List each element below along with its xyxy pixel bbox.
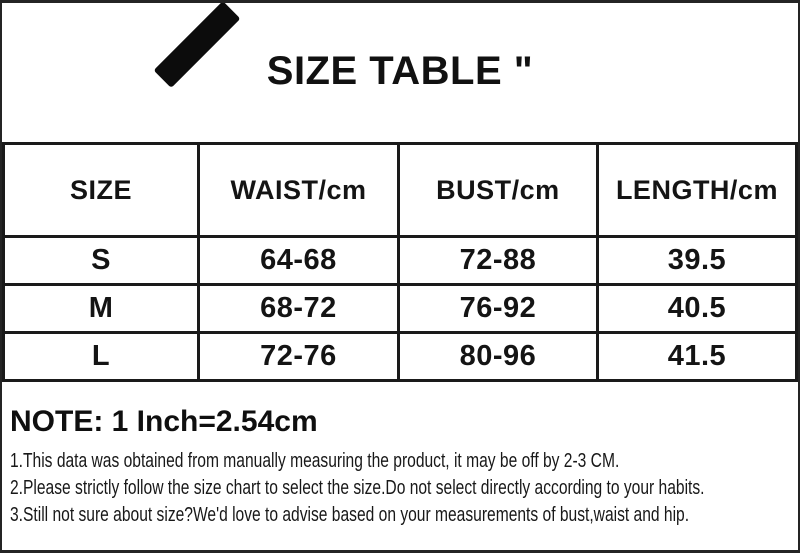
notes-section: [10, 405, 794, 529]
cell-size-s: S: [4, 237, 199, 285]
column-header-waist: WAIST/cm: [199, 144, 399, 237]
cell-size-m: M: [4, 285, 199, 333]
page-title: SIZE TABLE ": [266, 49, 534, 93]
cell-waist-l: 72-76: [199, 333, 399, 381]
size-table: [2, 142, 798, 382]
note-line-2: 2.Please strictly follow the size chart to select the size.Do not select directly according to your habits.: [10, 477, 705, 499]
table-row-size-l: [4, 333, 797, 381]
table-row-size-m: [4, 285, 797, 333]
cell-size-l: L: [4, 333, 199, 381]
cell-waist-s: 64-68: [199, 237, 399, 285]
column-header-bust: BUST/cm: [398, 144, 597, 237]
cell-length-s: 39.5: [597, 237, 796, 285]
note-line-1: 1.This data was obtained from manually measuring the product, it may be off by 2-3 CM.: [10, 450, 620, 472]
cell-length-m: 40.5: [597, 285, 796, 333]
size-table-header-row: [4, 144, 797, 237]
column-header-size: SIZE: [4, 144, 199, 237]
cell-bust-l: 80-96: [398, 333, 597, 381]
note-heading: NOTE: 1 Inch=2.54cm: [10, 405, 318, 438]
column-header-length: LENGTH/cm: [597, 144, 796, 237]
note-line-3: 3.Still not sure about size?We'd love to advise based on your measurements of bust,waist and hip.: [10, 504, 690, 526]
cell-length-l: 41.5: [597, 333, 796, 381]
cell-bust-m: 76-92: [398, 285, 597, 333]
cell-bust-s: 72-88: [398, 237, 597, 285]
table-row-size-s: [4, 237, 797, 285]
cell-waist-m: 68-72: [199, 285, 399, 333]
